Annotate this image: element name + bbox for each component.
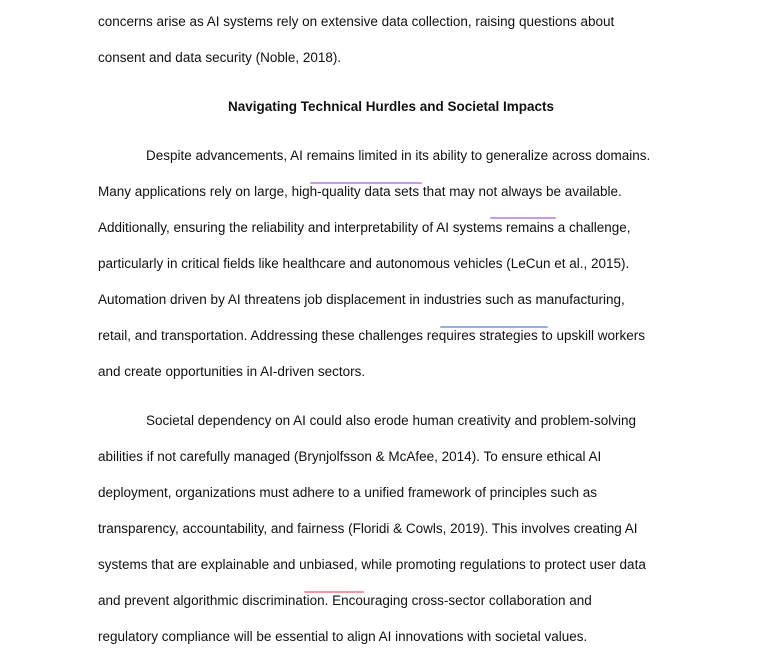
suggestion-underline-requires-strategies[interactable]	[440, 326, 548, 328]
intro-line-2: consent and data security (Noble, 2018).	[98, 50, 342, 65]
paragraph-1-line-3: Additionally, ensuring the reliability and interpretability of AI systems remains a challenge,	[98, 220, 631, 235]
paragraph-2-line-1: Societal dependency on AI could also erode human creativity and problem-solving	[146, 413, 637, 428]
paragraph-1-line-7: and create opportunities in AI-driven sectors.	[98, 364, 366, 379]
suggestion-underline-discrimination[interactable]	[304, 591, 364, 593]
section-heading: Navigating Technical Hurdles and Societal Impacts	[227, 99, 555, 114]
paragraph-2-line-2: abilities if not carefully managed (Brynjolfsson & McAfee, 2014). To ensure ethical AI	[98, 449, 602, 464]
suggestion-underline-systems[interactable]	[490, 217, 556, 219]
paragraph-1-line-4: particularly in critical fields like healthcare and autonomous vehicles (LeCun et al., 2015).	[98, 256, 630, 271]
paragraph-2-line-6: and prevent algorithmic discrimination. Encouraging cross-sector collaboration and	[98, 593, 592, 608]
paragraph-2-line-4: transparency, accountability, and fairness (Floridi & Cowls, 2019). This involves creating AI	[98, 521, 638, 536]
paragraph-2-line-7: regulatory compliance will be essential to align AI innovations with societal values.	[98, 629, 588, 644]
paragraph-1-line-6: retail, and transportation. Addressing these challenges requires strategies to upskill workers	[98, 328, 646, 343]
paragraph-1-line-2: Many applications rely on large, high-quality data sets that may not always be available.	[98, 184, 622, 199]
paragraph-2-line-5: systems that are explainable and unbiased, while promoting regulations to protect user data	[98, 557, 646, 572]
intro-line-1: concerns arise as AI systems rely on extensive data collection, raising questions about	[98, 14, 615, 29]
suggestion-underline-high-quality[interactable]	[310, 182, 422, 184]
paragraph-2-line-3: deployment, organizations must adhere to a unified framework of principles such as	[98, 485, 598, 500]
paragraph-1-line-1: Despite advancements, AI remains limited in its ability to generalize across domains.	[146, 148, 651, 163]
paragraph-1-line-5: Automation driven by AI threatens job displacement in industries such as manufacturing,	[98, 292, 625, 307]
